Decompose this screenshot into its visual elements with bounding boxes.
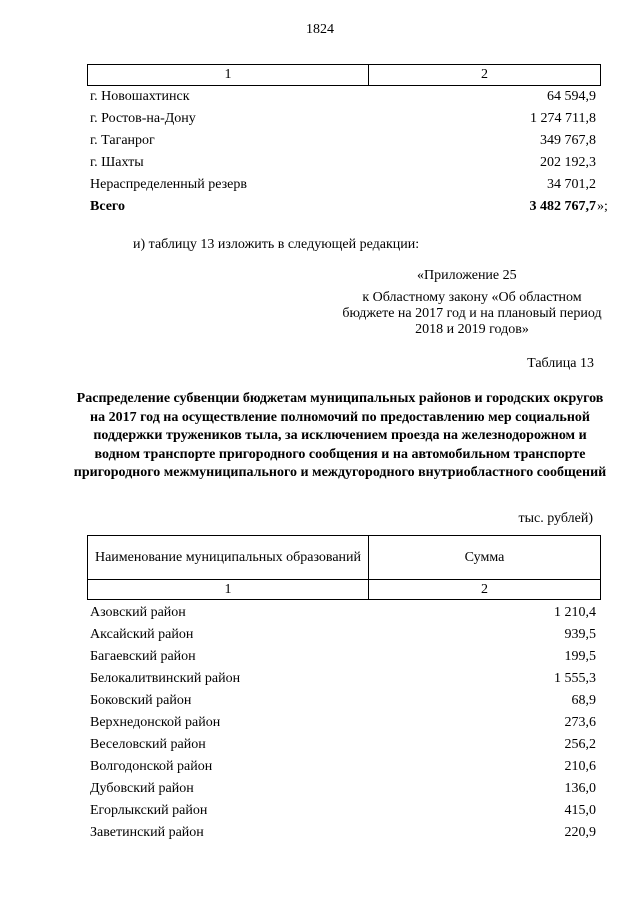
row-name: Дубовский район <box>90 781 194 796</box>
table-row <box>90 668 596 690</box>
quote-close: »; <box>597 199 608 214</box>
header-sum: Сумма <box>464 549 505 565</box>
row-value: 199,5 <box>564 649 596 664</box>
row-value: 34 701,2 <box>547 177 596 192</box>
table-row <box>90 646 596 668</box>
row-value: 136,0 <box>564 781 596 796</box>
table-row <box>90 602 596 624</box>
table-row <box>90 822 596 844</box>
row-name: Белокалитвинский район <box>90 671 241 686</box>
table1-header <box>87 64 601 86</box>
table-row <box>90 756 596 778</box>
row-name: Веселовский район <box>90 737 206 752</box>
table1-col2-header: 2 <box>481 67 488 82</box>
table-row <box>90 130 596 152</box>
row-value: 349 767,8 <box>540 133 596 148</box>
row-name: Багаевский район <box>90 649 196 664</box>
table-row <box>90 712 596 734</box>
page-number: 1824 <box>306 22 334 37</box>
table-row <box>90 108 596 130</box>
table2-col2-header: 2 <box>481 582 488 597</box>
row-value: 256,2 <box>564 737 596 752</box>
row-name: Нераспределенный резерв <box>90 177 247 192</box>
total-value: 3 482 767,7 <box>529 199 596 214</box>
row-name: Верхнедонской район <box>90 715 221 730</box>
table-row <box>90 800 596 822</box>
row-name: Боковский район <box>90 693 192 708</box>
table-row <box>90 778 596 800</box>
units-label: тыс. рублей) <box>518 511 593 526</box>
instruction-text: и) таблицу 13 изложить в следующей редакции: <box>133 237 420 252</box>
table-row <box>90 690 596 712</box>
row-value: 68,9 <box>571 693 596 708</box>
row-value: 202 192,3 <box>540 155 596 170</box>
row-value: 220,9 <box>564 825 596 840</box>
row-name: г. Таганрог <box>90 133 155 148</box>
row-name: Егорлыкский район <box>90 803 208 818</box>
table-heading: Распределение субвенции бюджетам муниципальных районов и городских округов на 2017 год на осуществление полномочий по предоставлению мер социальной поддержки тружеников тыла, за исключением проезда на железнодорожном и водном транспорте пригородного сообщения и на автомобильном транспорте пригородного межмуниципального и междугородного внутриобластного сообщений <box>73 391 607 481</box>
row-value: 273,6 <box>564 715 596 730</box>
row-value: 210,6 <box>564 759 596 774</box>
total-label: Всего <box>90 199 125 214</box>
table-row <box>90 86 596 108</box>
table2-col1-header: 1 <box>88 580 369 600</box>
table-row <box>90 152 596 174</box>
row-value: 1 555,3 <box>554 671 596 686</box>
row-value: 1 210,4 <box>554 605 596 620</box>
row-value: 415,0 <box>564 803 596 818</box>
row-name: Волгодонской район <box>90 759 213 774</box>
table-row <box>90 624 596 646</box>
table-label: Таблица 13 <box>527 356 594 371</box>
row-name: г. Ростов-на-Дону <box>90 111 196 126</box>
row-name: Заветинский район <box>90 825 204 840</box>
header-name: Наименование муниципальных образований <box>88 536 369 579</box>
row-name: Азовский район <box>90 605 186 620</box>
row-name: г. Новошахтинск <box>90 89 190 104</box>
table-row <box>90 174 596 196</box>
table1-col1-header: 1 <box>88 65 369 85</box>
table-row <box>90 734 596 756</box>
appendix-title: «Приложение 25 <box>417 268 517 283</box>
row-name: г. Шахты <box>90 155 144 170</box>
row-value: 1 274 711,8 <box>530 111 596 126</box>
row-name: Аксайский район <box>90 627 194 642</box>
row-value: 939,5 <box>564 627 596 642</box>
row-value: 64 594,9 <box>547 89 596 104</box>
appendix-subtitle: к Областному закону «Об областном бюджете на 2017 год и на плановый период 2018 и 2019 годов» <box>342 290 602 337</box>
table2-header <box>87 535 601 600</box>
total-row <box>90 196 596 218</box>
